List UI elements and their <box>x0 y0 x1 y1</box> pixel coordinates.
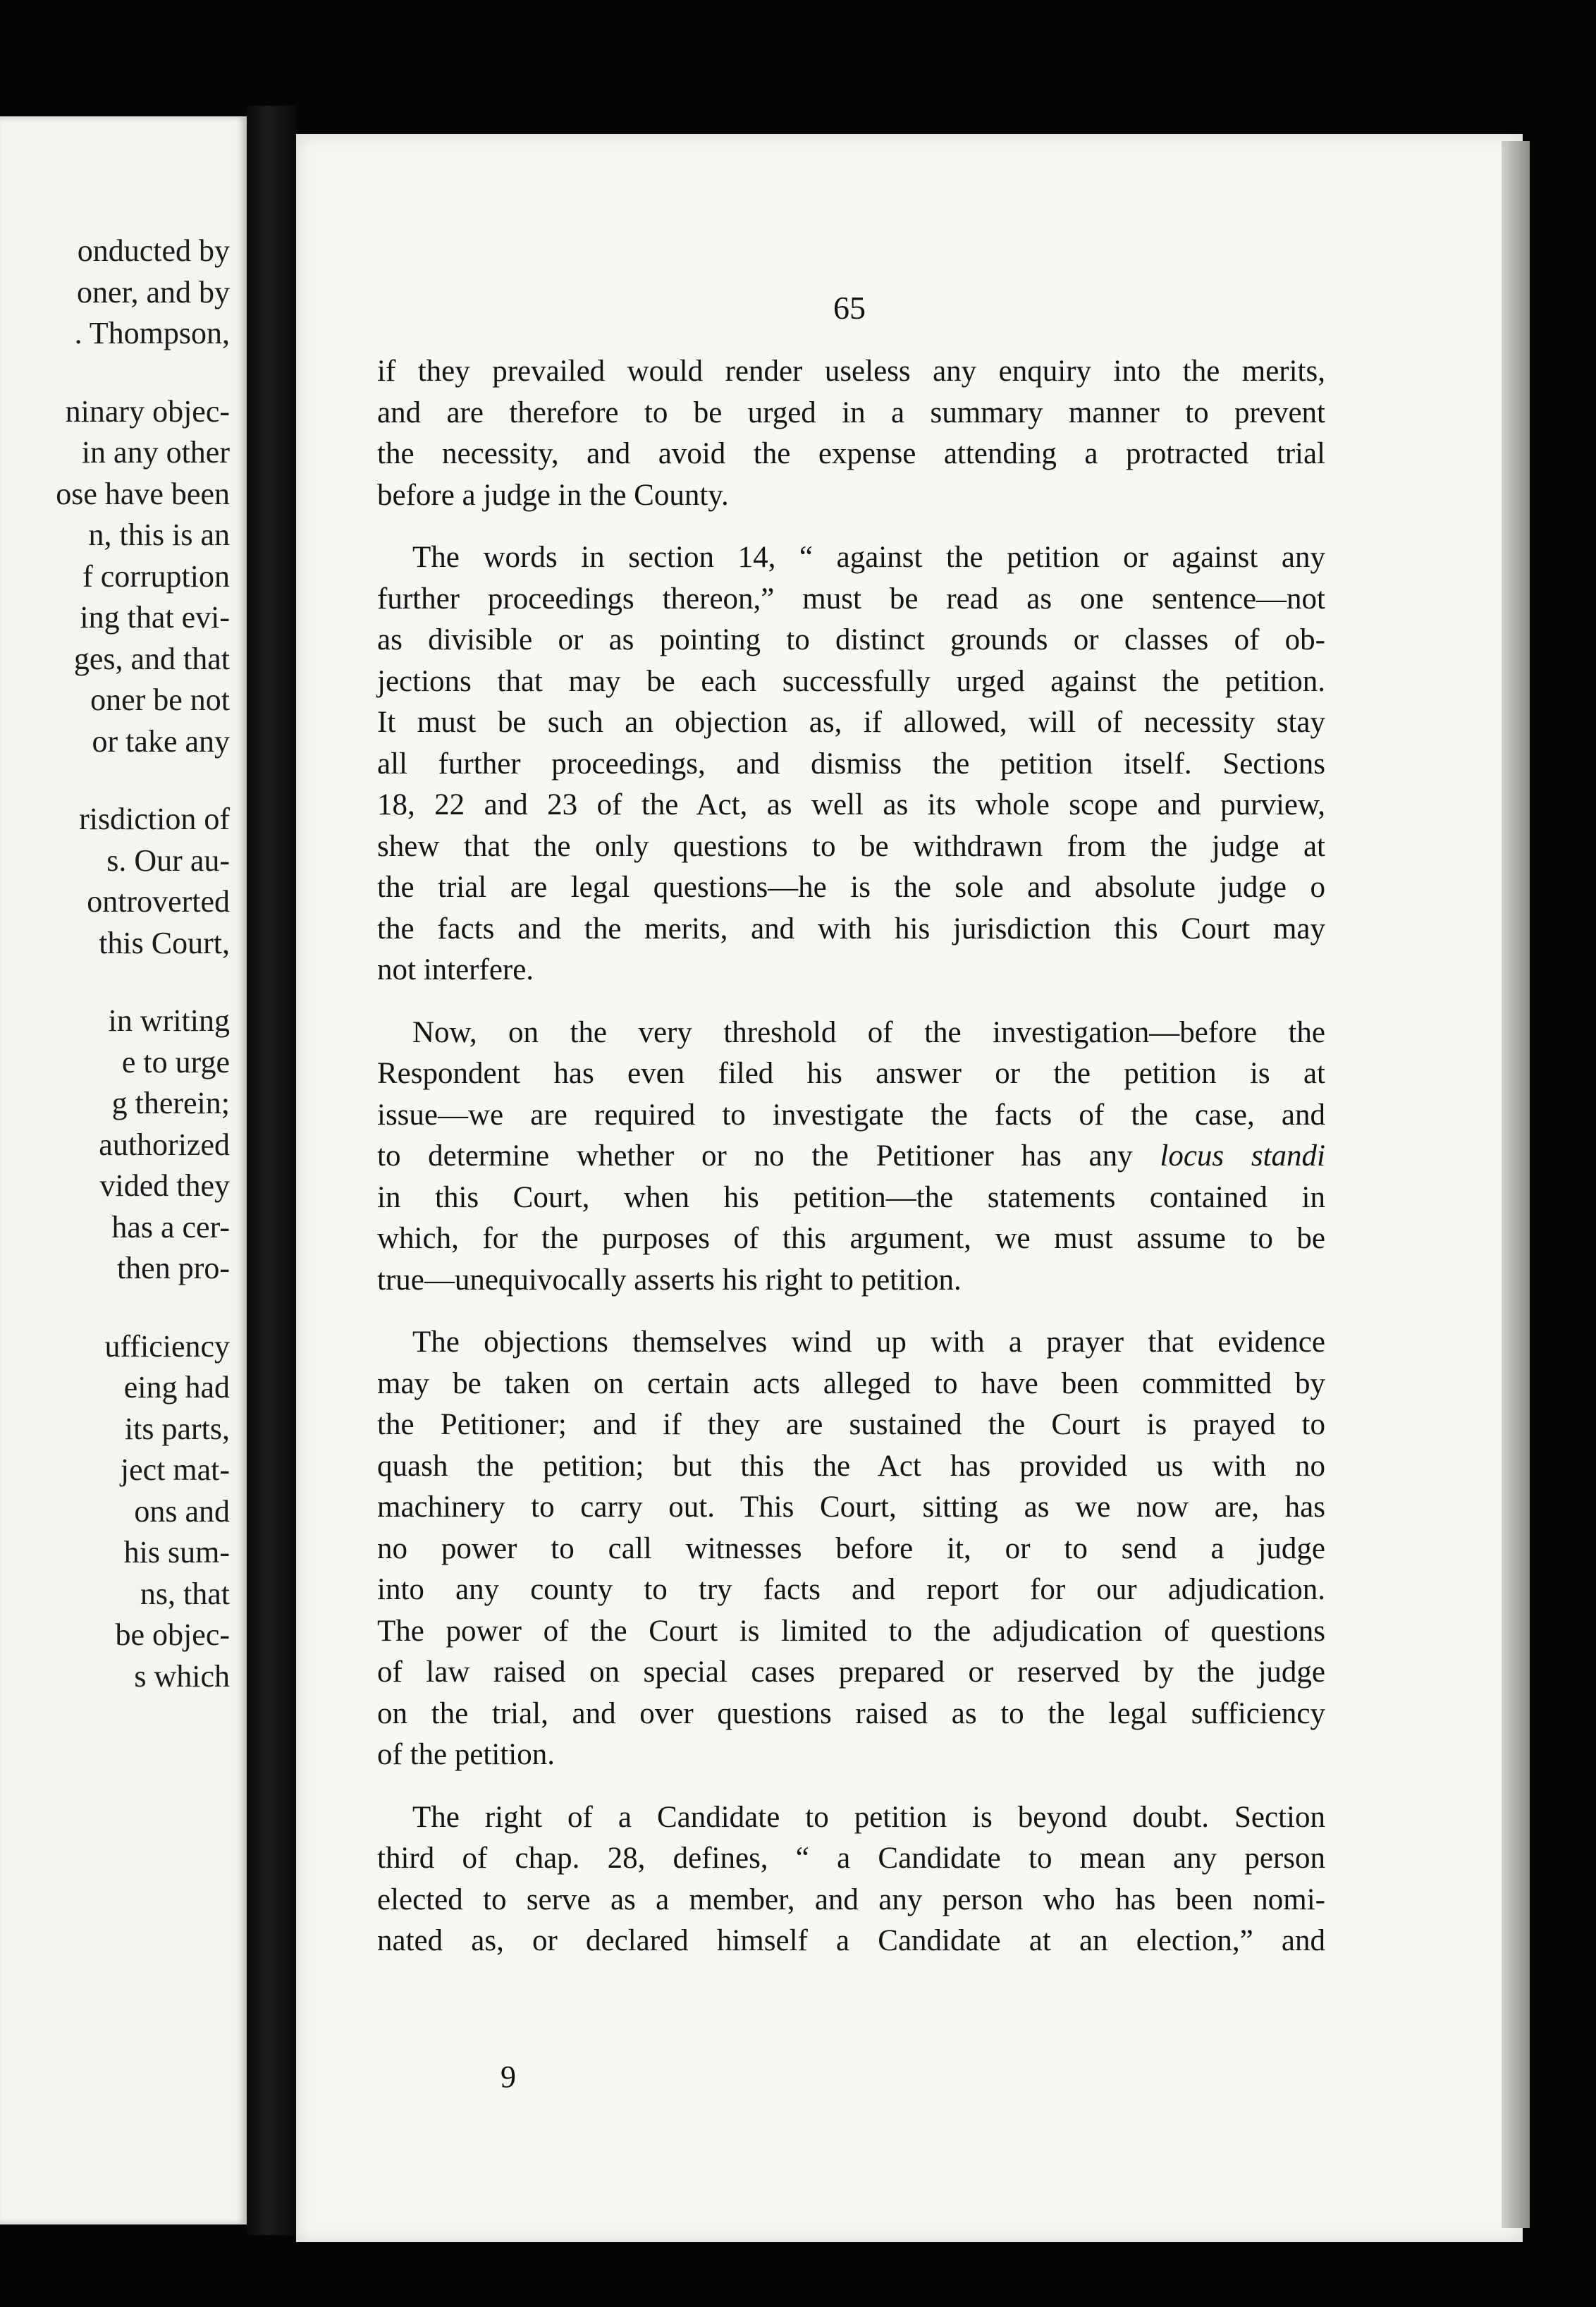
text-line: on the trial, and over questions raised as to the legal sufficiency <box>377 1696 1325 1730</box>
text-line: true—unequivocally asserts his right to petition. <box>377 1263 962 1297</box>
text-line: before a judge in the County. <box>377 478 729 512</box>
text-segment: to determine whether or no the Petitioner has any <box>377 1139 1133 1173</box>
left-page-line: ns, that <box>140 1576 230 1611</box>
left-page-line: ontroverted <box>87 884 230 919</box>
text-line: The power of the Court is limited to the adjudication of questions <box>377 1614 1325 1648</box>
left-page-line: be objec- <box>115 1617 230 1652</box>
text-line: Respondent has even filed his answer or the petition is at <box>377 1057 1325 1090</box>
left-page-line: in any other <box>81 435 230 470</box>
left-page-line: vided they <box>99 1168 230 1203</box>
text-line: shew that the only questions to be withdrawn from the judge at <box>377 829 1325 863</box>
left-page-line: f corruption <box>82 558 230 594</box>
left-page-line: oner, and by <box>77 274 230 310</box>
text-line: no power to call witnesses before it, or to send a judge <box>377 1531 1325 1565</box>
text-line: of the petition. <box>377 1738 555 1771</box>
italic-phrase: locus standi <box>1160 1139 1325 1173</box>
left-page-line: his sum- <box>123 1535 230 1569</box>
text-line: of law raised on special cases prepared or reserved by the judge <box>377 1656 1325 1689</box>
text-line: The right of a Candidate to petition is beyond doubt. Section <box>412 1800 1325 1834</box>
text-line: not interfere. <box>377 953 534 986</box>
left-page-line: authorized <box>99 1127 230 1162</box>
text-line: the facts and the merits, and with his jurisdiction this Court may <box>377 912 1325 946</box>
left-page-line: ufficiency <box>104 1328 230 1364</box>
text-line: elected to serve as a member, and any person who has been nomi- <box>377 1883 1325 1916</box>
paragraph-4 <box>377 1322 1325 1776</box>
page-edge <box>1502 141 1530 2228</box>
text-line: as divisible or as pointing to distinct grounds or classes of ob- <box>377 623 1325 656</box>
text-line: may be taken on certain acts alleged to have been committed by <box>377 1366 1325 1400</box>
left-page-line: ing that evi- <box>80 600 230 635</box>
left-page-line: onducted by <box>77 233 230 268</box>
text-line-with-italic <box>377 1136 1325 1177</box>
text-line: all further proceedings, and dismiss the petition itself. Sections <box>377 747 1325 781</box>
left-page-line: risdiction of <box>79 802 230 836</box>
signature-mark: 9 <box>501 2060 516 2094</box>
text-line: which, for the purposes of this argument, we must assume to be <box>377 1222 1325 1255</box>
page-body <box>377 351 1325 1983</box>
text-line: issue—we are required to investigate the facts of the case, and <box>377 1098 1325 1132</box>
text-line: third of chap. 28, defines, “ a Candidate to mean any person <box>377 1842 1325 1875</box>
left-page-line: ject mat- <box>120 1452 230 1487</box>
left-page-line: this Court, <box>99 925 230 960</box>
left-page-line: then pro- <box>116 1251 230 1285</box>
text-line: into any county to try facts and report for our adjudication. <box>377 1573 1325 1606</box>
text-line: the necessity, and avoid the expense attending a protracted trial <box>377 437 1325 470</box>
book-gutter <box>247 106 296 2235</box>
text-line: Now, on the very threshold of the investigation—before the <box>412 1015 1325 1049</box>
left-page-line: n, this is an <box>88 518 230 552</box>
left-page-line: its parts, <box>124 1411 230 1446</box>
left-page-line: e to urge <box>121 1044 230 1079</box>
left-page-line: oner be not <box>90 683 230 717</box>
left-page-line: ons and <box>134 1493 230 1529</box>
left-page-line: s which <box>134 1658 230 1694</box>
left-page-line: . Thompson, <box>74 316 230 350</box>
left-page-line: or take any <box>92 723 230 759</box>
left-page-line: s. Our au- <box>106 843 230 878</box>
page-number: 65 <box>833 290 866 326</box>
text-line: if they prevailed would render useless any enquiry into the merits, <box>377 355 1325 388</box>
left-page-line: has a cer- <box>111 1209 230 1244</box>
left-page-line: ninary objec- <box>65 393 230 429</box>
text-line: The objections themselves wind up with a prayer that evidence <box>412 1326 1325 1359</box>
text-line: the Petitioner; and if they are sustained the Court is prayed to <box>377 1408 1325 1441</box>
text-line: It must be such an objection as, if allowed, will of necessity stay <box>377 706 1325 739</box>
left-page-line: ose have been <box>56 476 230 511</box>
text-line: and are therefore to be urged in a summary manner to prevent <box>377 396 1325 429</box>
text-line: nated as, or declared himself a Candidate at an election,” and <box>377 1924 1325 1957</box>
left-page-line: in writing <box>108 1003 230 1038</box>
left-facing-page <box>0 116 247 2225</box>
text-line: The words in section 14, “ against the petition or against any <box>412 541 1325 574</box>
text-line: quash the petition; but this the Act has provided us with no <box>377 1449 1325 1483</box>
text-line: further proceedings thereon,” must be read as one sentence—not <box>377 582 1325 616</box>
text-line: machinery to carry out. This Court, sitting as we now are, has <box>377 1491 1325 1524</box>
left-page-line: ges, and that <box>73 641 230 676</box>
text-line: 18, 22 and 23 of the Act, as well as its whole scope and purview, <box>377 788 1325 821</box>
text-line: jections that may be each successfully urged against the petition. <box>377 664 1325 698</box>
text-line: the trial are legal questions—he is the sole and absolute judge o <box>377 871 1325 904</box>
paragraph-3 <box>377 1012 1325 1302</box>
left-page-line: eing had <box>123 1370 230 1405</box>
left-page-line: g therein; <box>111 1086 230 1120</box>
paragraph-1 <box>377 351 1325 516</box>
paragraph-2 <box>377 537 1325 991</box>
paragraph-5 <box>377 1797 1325 1962</box>
text-line: in this Court, when his petition—the statements contained in <box>377 1180 1325 1214</box>
